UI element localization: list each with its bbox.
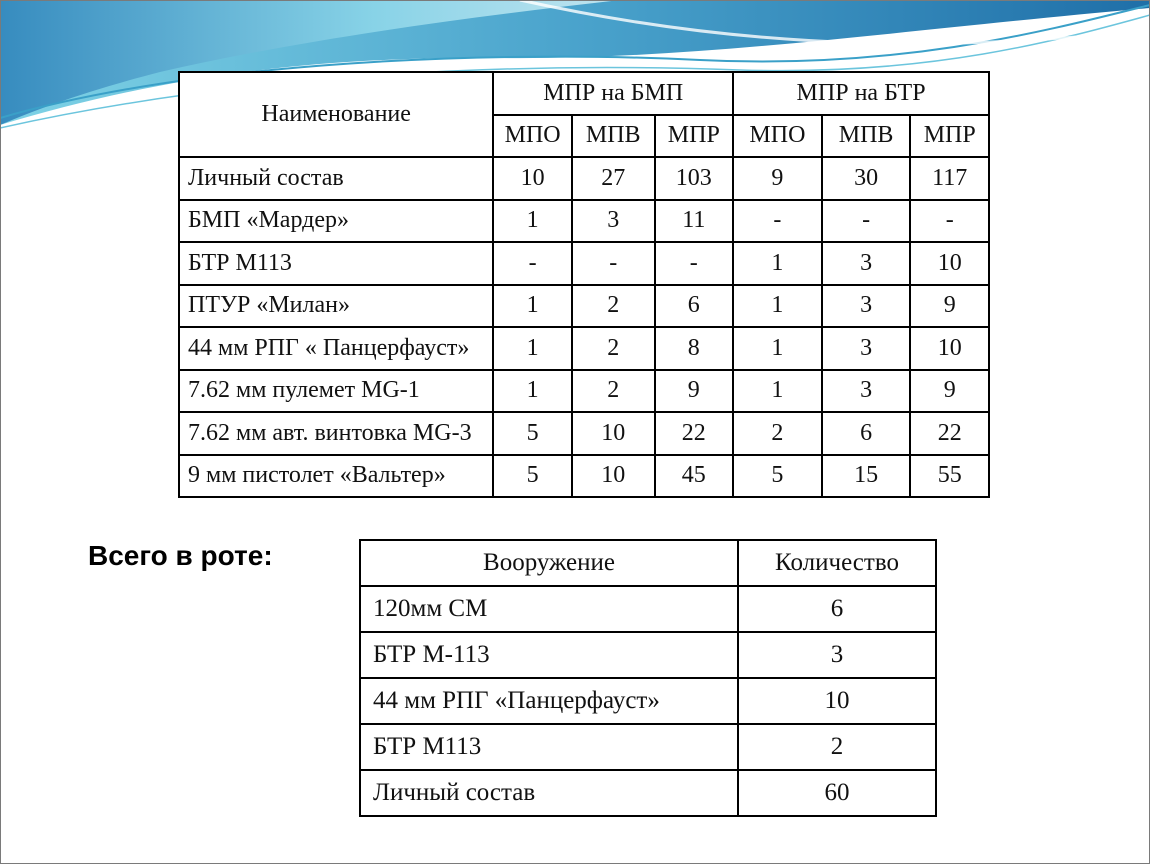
- row-name-cell: ПТУР «Милан»: [179, 285, 493, 328]
- table-row: [179, 200, 989, 243]
- row-name-cell: 44 мм РПГ « Панцерфауст»: [179, 327, 493, 370]
- column-group-bmp: МПР на БМП: [493, 72, 733, 115]
- value-cell: 22: [910, 412, 989, 455]
- main-weapons-table: [178, 71, 990, 498]
- company-summary-table: [359, 539, 937, 817]
- value-cell: 6: [822, 412, 911, 455]
- row-name-cell: 9 мм пистолет «Вальтер»: [179, 455, 493, 498]
- table-row: [360, 632, 936, 678]
- value-cell: 30: [822, 157, 911, 200]
- value-cell: 1: [733, 242, 822, 285]
- table-row: [360, 724, 936, 770]
- value-cell: -: [822, 200, 911, 243]
- table-row: [360, 586, 936, 632]
- value-cell: 22: [655, 412, 734, 455]
- column-group-btr: МПР на БТР: [733, 72, 989, 115]
- table-row: [179, 242, 989, 285]
- subcolumn-header: МПО: [733, 115, 822, 158]
- value-cell: 117: [910, 157, 989, 200]
- weapon-name-cell: БТР М-113: [360, 632, 738, 678]
- table-row: [179, 285, 989, 328]
- value-cell: -: [655, 242, 734, 285]
- table-row: [179, 157, 989, 200]
- column-header-quantity: Количество: [738, 540, 936, 586]
- value-cell: 8: [655, 327, 734, 370]
- value-cell: 5: [493, 412, 572, 455]
- value-cell: 3: [822, 242, 911, 285]
- value-cell: 10: [572, 455, 655, 498]
- value-cell: 5: [493, 455, 572, 498]
- value-cell: 6: [655, 285, 734, 328]
- value-cell: 1: [493, 285, 572, 328]
- value-cell: 1: [493, 370, 572, 413]
- value-cell: 1: [493, 327, 572, 370]
- total-in-company-label: Всего в роте:: [88, 540, 273, 571]
- value-cell: 9: [910, 370, 989, 413]
- row-name-cell: БТР М113: [179, 242, 493, 285]
- table-header-row: [360, 540, 936, 586]
- table-row: [179, 412, 989, 455]
- weapon-name-cell: Личный состав: [360, 770, 738, 816]
- quantity-cell: 2: [738, 724, 936, 770]
- weapon-name-cell: 44 мм РПГ «Панцерфауст»: [360, 678, 738, 724]
- value-cell: 2: [572, 327, 655, 370]
- row-name-cell: Личный состав: [179, 157, 493, 200]
- value-cell: 3: [822, 327, 911, 370]
- value-cell: -: [493, 242, 572, 285]
- subcolumn-header: МПР: [655, 115, 734, 158]
- value-cell: 1: [493, 200, 572, 243]
- value-cell: 55: [910, 455, 989, 498]
- value-cell: 45: [655, 455, 734, 498]
- quantity-cell: 3: [738, 632, 936, 678]
- value-cell: 11: [655, 200, 734, 243]
- value-cell: 10: [910, 327, 989, 370]
- value-cell: 27: [572, 157, 655, 200]
- value-cell: 1: [733, 370, 822, 413]
- row-name-cell: 7.62 мм пулемет MG-1: [179, 370, 493, 413]
- row-name-cell: БМП «Мардер»: [179, 200, 493, 243]
- value-cell: 9: [910, 285, 989, 328]
- quantity-cell: 6: [738, 586, 936, 632]
- table-row: [179, 327, 989, 370]
- value-cell: 5: [733, 455, 822, 498]
- value-cell: 2: [572, 370, 655, 413]
- value-cell: 2: [572, 285, 655, 328]
- value-cell: 3: [572, 200, 655, 243]
- value-cell: 10: [572, 412, 655, 455]
- value-cell: 103: [655, 157, 734, 200]
- table-header-row: [179, 72, 989, 115]
- subcolumn-header: МПВ: [572, 115, 655, 158]
- value-cell: 9: [733, 157, 822, 200]
- subcolumn-header: МПР: [910, 115, 989, 158]
- table-row: [360, 678, 936, 724]
- weapon-name-cell: 120мм СМ: [360, 586, 738, 632]
- weapon-name-cell: БТР М113: [360, 724, 738, 770]
- value-cell: 1: [733, 285, 822, 328]
- subcolumn-header: МПВ: [822, 115, 911, 158]
- value-cell: 10: [493, 157, 572, 200]
- value-cell: 2: [733, 412, 822, 455]
- table-row: [179, 455, 989, 498]
- subcolumn-header: МПО: [493, 115, 572, 158]
- table-row: [360, 770, 936, 816]
- value-cell: 3: [822, 285, 911, 328]
- table-row: [179, 370, 989, 413]
- value-cell: 15: [822, 455, 911, 498]
- value-cell: -: [733, 200, 822, 243]
- value-cell: 1: [733, 327, 822, 370]
- quantity-cell: 10: [738, 678, 936, 724]
- row-name-cell: 7.62 мм авт. винтовка MG-3: [179, 412, 493, 455]
- value-cell: 3: [822, 370, 911, 413]
- value-cell: -: [572, 242, 655, 285]
- column-header-weapon: Вооружение: [360, 540, 738, 586]
- value-cell: 9: [655, 370, 734, 413]
- quantity-cell: 60: [738, 770, 936, 816]
- column-header-name: Наименование: [179, 72, 493, 157]
- value-cell: 10: [910, 242, 989, 285]
- value-cell: -: [910, 200, 989, 243]
